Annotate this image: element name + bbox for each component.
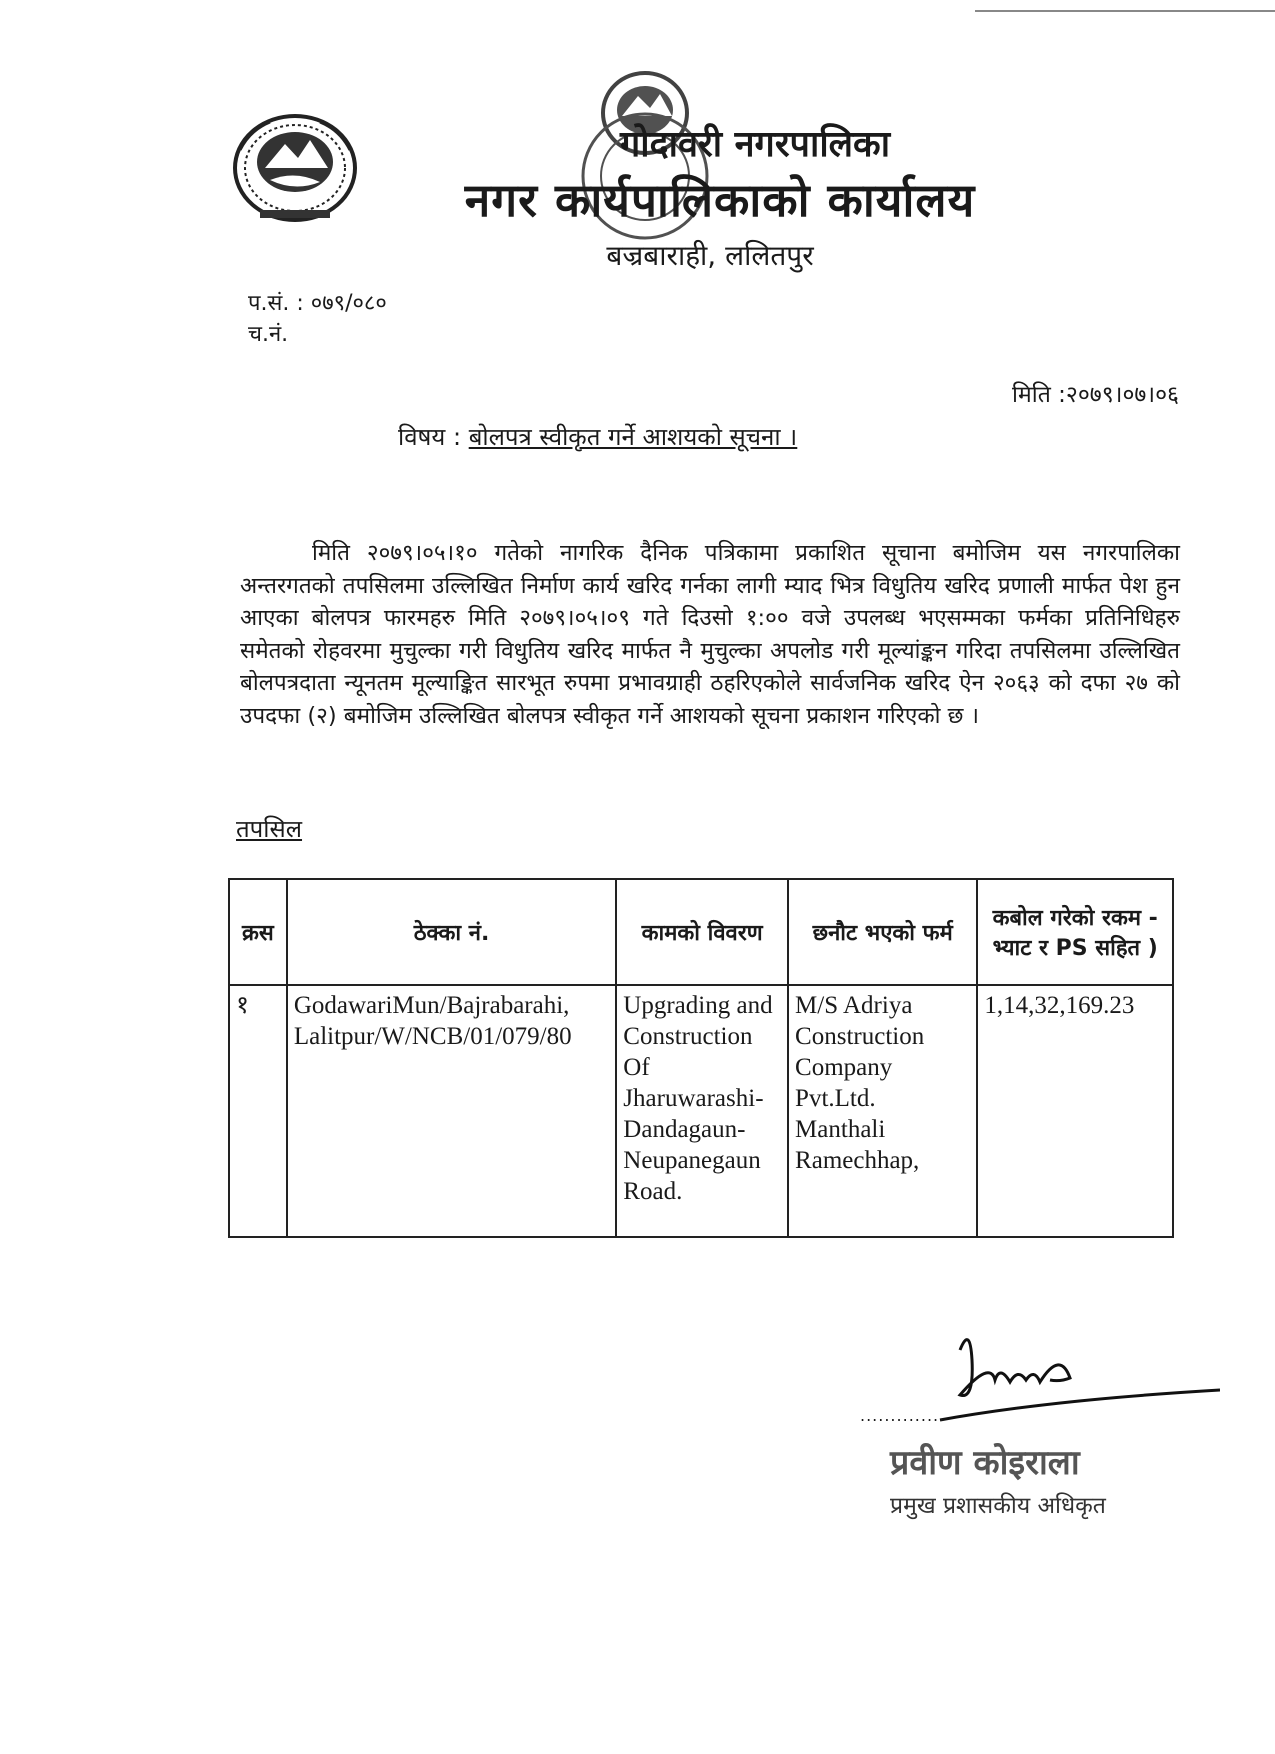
- cell-sn: १: [229, 985, 287, 1237]
- signatory-name: प्रवीण कोइराला: [890, 1443, 1080, 1483]
- notice-body: मिति २०७९।०५।१० गतेको नागरिक दैनिक पत्रिकामा प्रकाशित सूचाना बमोजिम यस नगरपालिका अन्तरगतको तपसिलमा उल्लिखित निर्माण कार्य खरिद गर्नका लागी म्याद भित्र विधुतिय खरिद प्रणाली मार्फत पेश हुन आएका बोलपत्र फारमहरु मिति २०७९।०५।०९ गते दिउसो १:०० वजे उपलब्ध भएसम्मका फर्मका प्रतिनिधिहरु समेतको रोहवरमा मुचुल्का गरी विधुतिय खरिद मार्फत नै मुचुल्का अपलोड गरी मूल्यांङ्कन गरिदा तपसिलमा उल्लिखित बोलपत्रदाता न्यूनतम मूल्याङ्कित सारभूत रुपमा प्रभावग्राही ठहरिएकोले सार्वजनिक खरिद ऐन २०६३ को दफा २७ को उपदफा (२) बमोजिम उल्लिखित बोलपत्र स्वीकृत गर्ने आशयको सूचना प्रकाशन गरिएको छ ।: [240, 540, 1180, 729]
- cell-description: Upgrading and Construction Of Jharuwarashi-Dandagaun-Neupanegaun Road.: [616, 985, 788, 1237]
- subject-text: बोलपत्र स्वीकृत गर्ने आशयको सूचना ।: [468, 423, 798, 451]
- details-heading: तपसिल: [236, 815, 303, 843]
- nepal-emblem-icon: [230, 110, 360, 228]
- table-header-row: [229, 879, 1173, 985]
- header-amount: कबोल गरेको रकम - भ्याट र PS सहित ): [977, 879, 1173, 985]
- letterhead-address: बज्रबाराही, ललितपुर: [606, 239, 814, 272]
- header-contract-no: ठेक्का नं.: [287, 879, 616, 985]
- header-sn: क्रस: [229, 879, 287, 985]
- letterhead-office: नगर कार्यपालिकाको कार्यालय: [464, 173, 976, 227]
- header-description: कामको विवरण: [616, 879, 788, 985]
- bid-details-table: [228, 878, 1174, 1238]
- signatory-title: प्रमुख प्रशासकीय अधिकृत: [890, 1493, 1106, 1519]
- table-row: [229, 985, 1173, 1237]
- cell-amount: 1,14,32,169.23: [977, 985, 1173, 1237]
- dispatch-number: च.नं.: [248, 322, 289, 347]
- signature-icon: [900, 1320, 1220, 1430]
- scan-edge-line: [975, 10, 1275, 12]
- subject-line: [398, 420, 797, 453]
- letter-date: मिति :२०७९।०७।०६: [1012, 382, 1179, 408]
- reference-number: प.सं. : ०७९/०८०: [248, 291, 387, 316]
- cell-contract-no: GodawariMun/Bajrabarahi, Lalitpur/W/NCB/01/079/80: [287, 985, 616, 1237]
- signature-dots: ..............: [860, 1406, 946, 1425]
- signature-block: [860, 1330, 1190, 1520]
- subject-label: विषय :: [398, 423, 469, 451]
- letterhead-municipality: गोदावरी नगरपालिका: [619, 124, 891, 165]
- header-firm: छनौट भएको फर्म: [788, 879, 977, 985]
- cell-firm: M/S Adriya Construction Company Pvt.Ltd. Manthali Ramechhap,: [788, 985, 977, 1237]
